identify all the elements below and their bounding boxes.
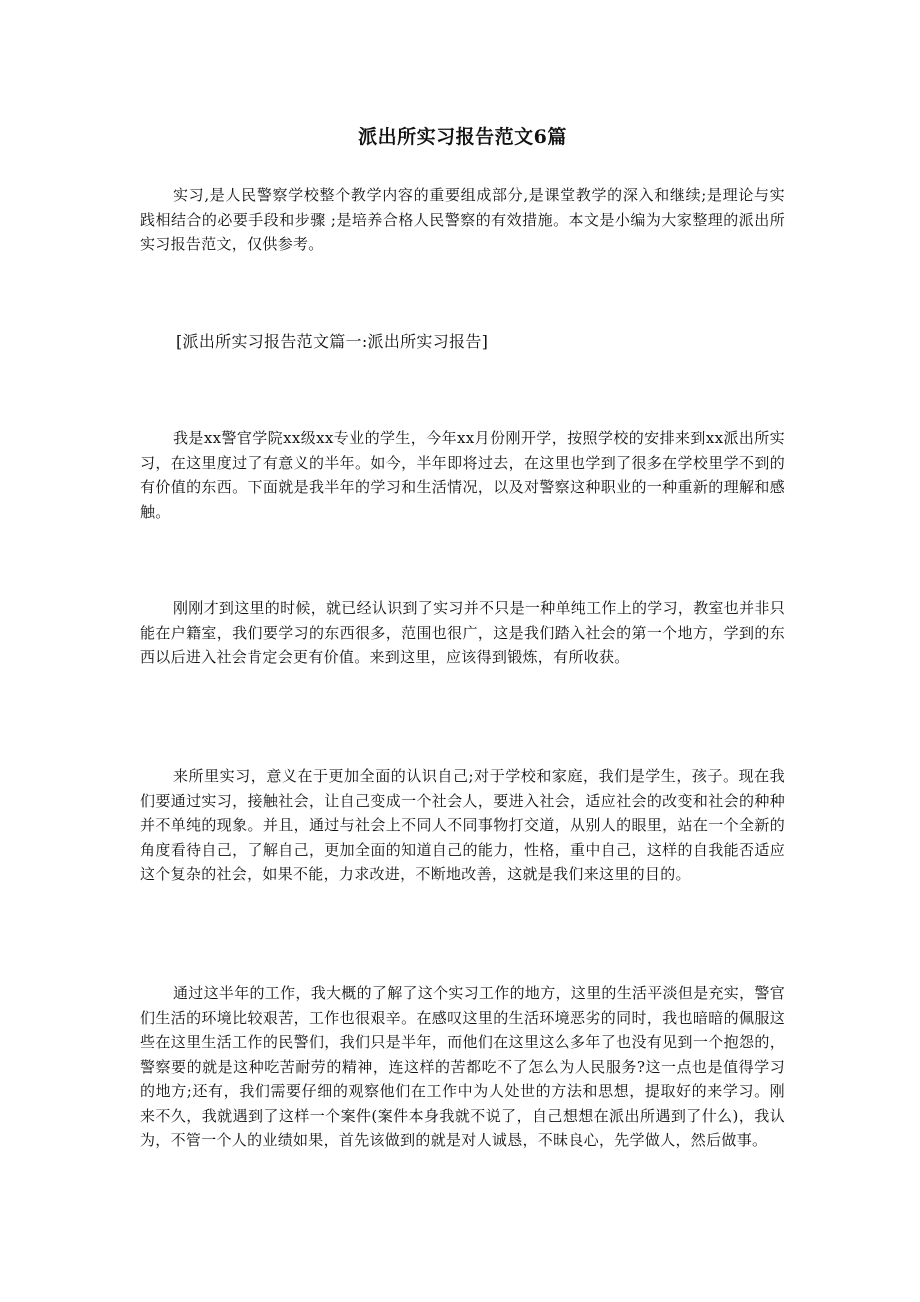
body-paragraph: 刚刚才到这里的时候，就已经认识到了实习并不只是一种单纯工作上的学习，教室也并非只能在户籍室，我们要学习的东西很多，范围也很广，这是我们踏入社会的第一个地方，学到的东西以后进入社会肯定会更有价值。来到这里，应该得到锻炼，有所收获。 (140, 599, 786, 666)
intro-paragraph: 实习,是人民警察学校整个教学内容的重要组成部分,是课堂教学的深入和继续;是理论与实践相结合的必要手段和步骤 ;是培养合格人民警察的有效措施。本文是小编为大家整理的派出所实习报告范文，仅供参考。 (140, 186, 785, 253)
body-paragraph: 我是xx警官学院xx级xx专业的学生，今年xx月份刚开学，按照学校的安排来到xx派出所实习，在这里度过了有意义的半年。如今，半年即将过去，在这里也学到了很多在学校里学不到的有价值的东西。下面就是我半年的学习和生活情况，以及对警察这种职业的一种重新的理解和感触。 (140, 429, 785, 521)
document-title: 派出所实习报告范文6篇 (358, 126, 567, 148)
body-paragraph: 通过这半年的工作，我大概的了解了这个实习工作的地方，这里的生活平淡但是充实，警官们生活的环境比较艰苦，工作也很艰辛。在感叹这里的生活环境恶劣的同时，我也暗暗的佩服这些在这里生活工作的民警们，我们只是半年，而他们在这里这么多年了也没有见到一个抱怨的，警察要的就是这种吃苦耐劳的精神，连这样的苦都吃不了怎么为人民服务?这一点也是值得学习的地方;还有，我们需要仔细的观察他们在工作中为人处世的方法和思想，提取好的来学习。刚来不久，我就遇到了这样一个案件(案件本身我就不说了，自己想想在派出所遇到了什么)，我认为，不管一个人的业绩如果，首先该做到的就是对人诚恳，不昧良心，先学做人，然后做事。 (140, 984, 786, 1149)
section-heading: [派出所实习报告范文篇一:派出所实习报告] (176, 332, 489, 351)
body-paragraph: 来所里实习，意义在于更加全面的认识自己;对于学校和家庭，我们是学生，孩子。现在我们要通过实习，接触社会，让自己变成一个社会人，要进入社会，适应社会的改变和社会的种种并不单纯的现象。并且，通过与社会上不同人不同事物打交道，从别人的眼里，站在一个全新的角度看待自己，了解自己，更加全面的知道自己的能力，性格，重中自己，这样的自我能否适应这个复杂的社会，如果不能，力求改进，不断地改善，这就是我们来这里的目的。 (140, 767, 785, 883)
